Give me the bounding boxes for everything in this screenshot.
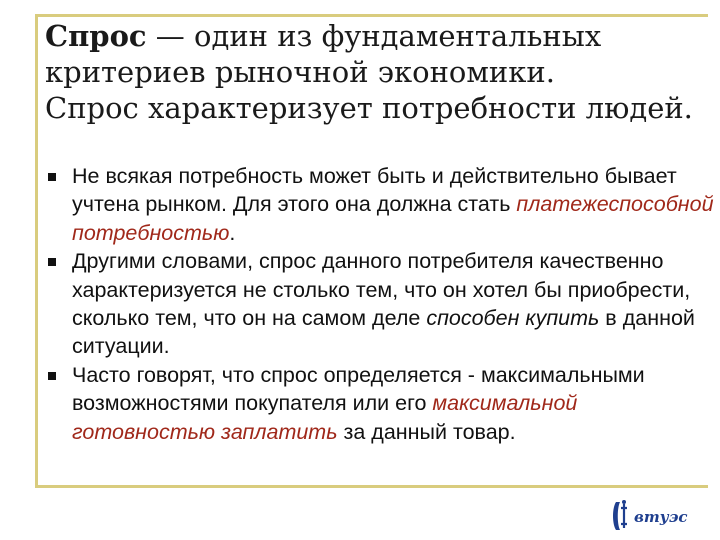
bullet-3-tail: за данный товар. <box>337 419 516 444</box>
bullet-2-tail: в данной ситуации. <box>72 306 695 359</box>
bullet-list <box>48 162 716 446</box>
bullet-2-text: Другими словами, спрос данного потребителя качественно характеризуется не столько тем, что он хотел бы приобрести, сколько тем, что он на самом деле <box>72 249 691 331</box>
title-line-1-rest: — один из фундаментальных <box>146 19 602 53</box>
square-bullet-icon <box>48 258 56 266</box>
frame-top-rule <box>35 14 708 17</box>
title-keyword: Спрос <box>45 19 147 53</box>
bullet-item-1 <box>48 162 716 247</box>
bullet-2-emphasis: способен купить <box>426 306 600 331</box>
title-line-1 <box>45 18 715 54</box>
frame-left-rule <box>35 14 38 486</box>
logo-emblem-icon <box>613 500 627 530</box>
bullet-1-emphasis: платежеспособной потребностью <box>72 192 714 245</box>
square-bullet-icon <box>48 173 56 181</box>
square-bullet-icon <box>48 372 56 380</box>
bullet-3-emphasis: максимальной готовностью заплатить <box>72 391 578 444</box>
bullet-1-tail: . <box>229 220 236 245</box>
title-line-3: Спрос характеризует потребности людей. <box>45 91 693 125</box>
university-logo <box>610 498 700 534</box>
bullet-item-3 <box>48 361 716 446</box>
bullet-3-text: Часто говорят, что спрос определяется - максимальными возможностями покупателя или его <box>72 362 645 416</box>
slide-title <box>45 18 715 126</box>
bullet-1-text: Не всякая потребность может быть и действительно бывает учтена рынком. Для этого она должна стать <box>72 164 677 217</box>
bullet-item-2 <box>48 247 716 361</box>
frame-bottom-rule <box>35 485 708 488</box>
title-line-2: критериев рыночной экономики. <box>45 55 555 89</box>
logo-text: втуэс <box>634 508 688 526</box>
